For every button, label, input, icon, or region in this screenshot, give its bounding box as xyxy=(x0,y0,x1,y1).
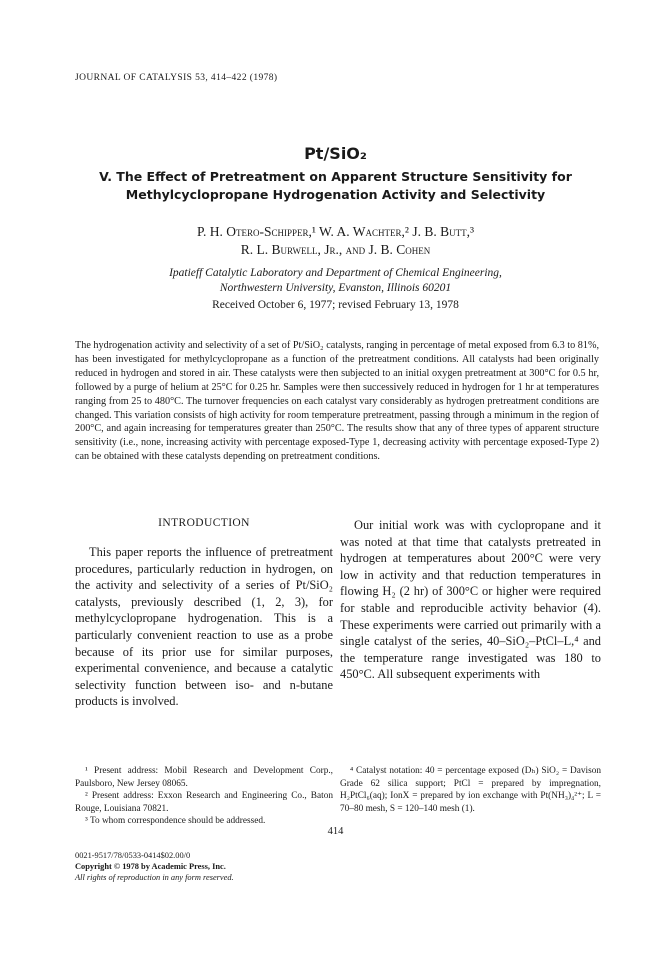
issn-line: 0021-9517/78/0533-0414$02.00/0 xyxy=(75,851,191,860)
journal-header: JOURNAL OF CATALYSIS 53, 414–422 (1978) xyxy=(75,73,278,83)
copyright-block xyxy=(75,850,234,883)
intro-left-column xyxy=(75,544,333,710)
received-date: Received October 6, 1977; revised February 13, 1978 xyxy=(212,299,459,311)
footnote-1: ¹ Present address: Mobil Research and Development Corp., Paulsboro, New Jersey 08065. xyxy=(75,766,333,789)
author-line-2: R. L. Burwell, Jr., and J. B. Cohen xyxy=(240,242,431,257)
footnote-4: ⁴ Catalyst notation: 40 = percentage exposed (Dₕ) SiO₂ = Davison Grade 62 silica support; PtCl = prepared by impregnation, H₂PtCl₆(aq); IonX = prepared by ion exchange with Pt(NH₃)₄²⁺; L = 70–80 mesh, S = 120–140 mesh (1). xyxy=(340,766,601,814)
affiliation-line-2: Northwestern University, Evanston, Illinois 60201 xyxy=(219,282,452,294)
abstract xyxy=(75,339,599,464)
footnote-3: ³ To whom correspondence should be addressed. xyxy=(85,816,266,827)
page-number: 414 xyxy=(327,826,344,837)
paper-subtitle xyxy=(0,168,671,204)
abstract-text: The hydrogenation activity and selectivity of a set of Pt/SiO₂ catalysts, ranging in percentage of metal exposed from 6.3 to 81%, has been investigated for methylcyclopropane as a function of the pretreatment conditions. All catalysts had been originally reduced in hydrogen and stored in air. These catalysts were then subjected to an initial oxygen pretreatment at 300°C for 0.5 hr, followed by a purge of helium at 25°C for 0.25 hr. Samples were then successively reduced in hydrogen for 1 hr at temperatures ranging from 25 to 480°C. The turnover frequencies on each catalyst vary considerably as hydrogen pretreatment conditions are changed. This variation consists of high activity for room temperature pretreatment, passing through a minimum in the region of 200°C, and again increasing for temperatures greater than 250°C. The results show that any of three types of apparent structure sensitivity (i.e., none, increasing activity with percentage exposed-Type 1, decreasing activity with percentage exposed-Type 2) can be obtained with these catalysts depending on pretreatment conditions. xyxy=(75,340,599,463)
author-line-1: P. H. Otero-Schipper,¹ W. A. Wachter,² J. B. Butt,³ xyxy=(196,224,475,239)
author-list xyxy=(0,223,671,259)
subtitle-line-1: V. The Effect of Pretreatment on Apparent Structure Sensitivity for xyxy=(99,169,572,184)
intro-paragraph-left: This paper reports the influence of pretreatment procedures, particularly reduction in hydrogen, on the activity and selectivity of a series of Pt/SiO₂ catalysts, previously described (1, 2, 3), for methylcyclopropane hydrogenation. This is a particularly convenient reaction to use as a probe because of its prior use for similar purposes, experimental convenience, and because a catalytic selectivity function between iso- and n-butane products is involved. xyxy=(75,545,333,709)
affiliation xyxy=(0,266,671,296)
affiliation-line-1: Ipatieff Catalytic Laboratory and Department of Chemical Engineering, xyxy=(169,267,502,279)
footnotes-left xyxy=(75,765,333,828)
footnotes-right xyxy=(340,765,601,815)
intro-right-column xyxy=(340,517,601,683)
copyright-line: Copyright © 1978 by Academic Press, Inc. xyxy=(75,862,226,871)
section-heading-introduction: INTRODUCTION xyxy=(158,517,250,529)
subtitle-line-2: Methylcyclopropane Hydrogenation Activity and Selectivity xyxy=(125,187,546,202)
paper-title-main: Pt/SiO₂ xyxy=(304,144,367,163)
intro-paragraph-right: Our initial work was with cyclopropane and it was noted at that time that catalysts pretreated in hydrogen at temperatures about 200°C were very low in activity and that reduction temperatures in flowing H₂ (2 hr) of 300°C or higher were required for stable and reproducible activity behavior (4). These experiments were carried out primarily with a single catalyst of the series, 40–SiO₂–PtCl–L,⁴ and the temperature range investigated was 180 to 450°C. All subsequent experiments with xyxy=(340,518,601,682)
rights-line: All rights of reproduction in any form reserved. xyxy=(75,873,234,882)
footnote-2: ² Present address: Exxon Research and Engineering Co., Baton Rouge, Louisiana 70821. xyxy=(75,791,333,814)
